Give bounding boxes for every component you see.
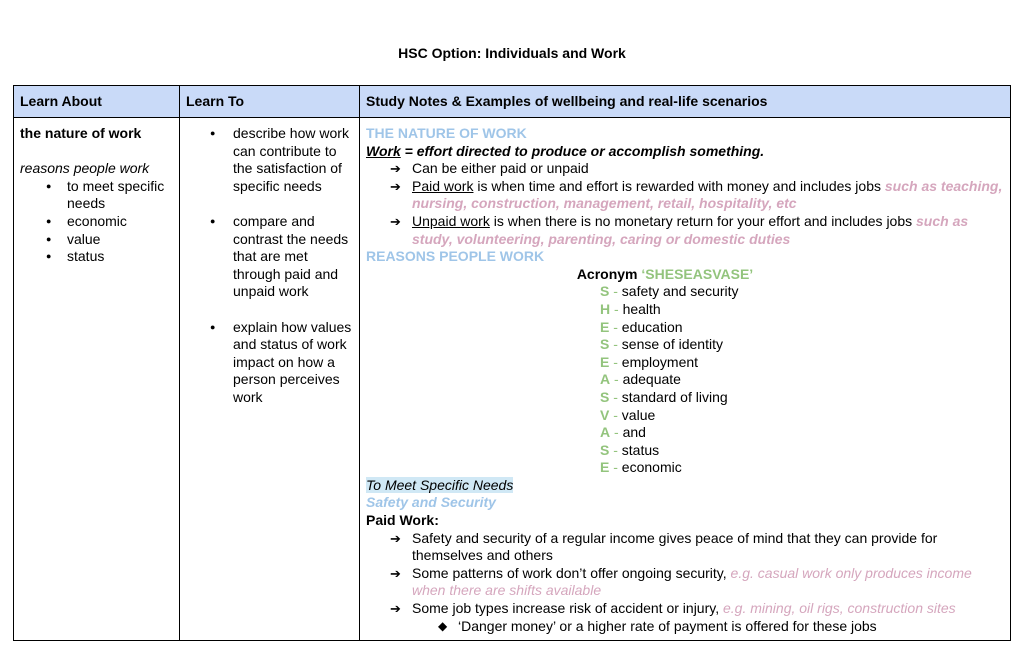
note-point (366, 600, 1004, 618)
note-text: Some job types increase risk of accident or injury, (412, 600, 723, 617)
arrow-icon: ➔ (390, 565, 401, 581)
acronym-item: S - sense of identity (600, 336, 723, 353)
list-item: ● describe how work can contribute to the satisfaction of specific needs (186, 125, 353, 195)
header-row (14, 86, 1011, 118)
note-example: e.g. mining, oil rigs, construction sites (723, 600, 956, 617)
acronym-title: Acronym ‘SHESEASVASE’ (576, 265, 754, 282)
study-notes-cell (360, 118, 1011, 641)
safety-heading: Safety and Security (366, 494, 496, 511)
acronym-item: A - and (600, 424, 646, 441)
paid-work-label: Paid Work: (366, 512, 439, 529)
content-row (14, 118, 1011, 641)
learn-about-cell (14, 118, 180, 641)
note-point (366, 565, 1004, 600)
paid-work-term: Paid work (412, 177, 474, 194)
acronym-item: S - standard of living (600, 388, 728, 405)
list-item: ● value (20, 231, 173, 249)
note-text: is when there is no monetary return for your effort and includes jobs (489, 212, 917, 229)
specific-needs-heading: To Meet Specific Needs (366, 476, 514, 493)
arrow-icon: ➔ (390, 530, 401, 546)
acronym-item: A - adequate (600, 371, 681, 388)
header-learn-to: Learn To (180, 86, 360, 118)
header-learn-about: Learn About (14, 86, 180, 118)
acronym-item: V - value (600, 406, 656, 423)
acronym-word: ‘SHESEASVASE’ (641, 265, 754, 282)
acronym-item: E - economic (600, 459, 682, 476)
list-item: ● to meet specific needs (20, 178, 173, 213)
work-definition (366, 143, 1004, 161)
paid-examples: such as teaching, nursing, construction, management, retail, hospitality, etc (412, 177, 1003, 212)
note-subpoint (366, 618, 1004, 636)
acronym-item: E - employment (600, 353, 699, 370)
header-study-notes: Study Notes & Examples of wellbeing and real-life scenarios (360, 86, 1011, 118)
acronym-item: S - safety and security (600, 283, 739, 300)
learn-to-list (186, 125, 353, 407)
section-heading-reasons: REASONS PEOPLE WORK (366, 248, 545, 265)
unpaid-work-term: Unpaid work (412, 212, 490, 229)
note-point (366, 213, 1004, 248)
note-text: Can be either paid or unpaid (412, 160, 589, 177)
note-text: Some patterns of work don’t offer ongoing security, (412, 564, 731, 581)
unpaid-examples: such as study, volunteering, parenting, caring or domestic duties (412, 212, 969, 247)
arrow-icon: ➔ (390, 601, 401, 617)
note-text: ‘Danger money’ or a higher rate of payment is offered for these jobs (458, 617, 877, 634)
learn-about-heading: the nature of work (20, 125, 142, 141)
note-point (366, 178, 1004, 213)
learn-about-list (20, 178, 173, 266)
note-text: is when time and effort is rewarded with money and includes jobs (473, 177, 885, 194)
work-def: = effort directed to produce or accomplish something. (400, 142, 765, 159)
list-item: ● economic (20, 213, 173, 231)
note-point (366, 160, 1004, 178)
list-item: ● explain how values and status of work impact on how a person perceives work (186, 319, 353, 407)
syllabus-table (13, 85, 1011, 641)
note-point (366, 530, 1004, 565)
diamond-icon: ◆ (438, 618, 448, 633)
acronym-item: H - health (600, 300, 661, 317)
arrow-icon: ➔ (390, 213, 401, 229)
learn-to-cell (180, 118, 360, 641)
learn-about-subheading: reasons people work (20, 160, 150, 177)
list-item: ● status (20, 248, 173, 266)
arrow-icon: ➔ (390, 178, 401, 194)
note-text: Safety and security of a regular income gives peace of mind that they can provide for themselves and others (412, 529, 938, 564)
document-title: HSC Option: Individuals and Work (398, 45, 626, 61)
acronym-list (366, 283, 1004, 477)
acronym-item: E - education (600, 318, 683, 335)
work-term: Work (366, 142, 401, 159)
note-example: e.g. casual work only produces income when there are shifts available (412, 564, 972, 599)
arrow-icon: ➔ (390, 161, 401, 177)
acronym-item: S - status (600, 441, 660, 458)
section-heading-nature: THE NATURE OF WORK (366, 125, 527, 141)
list-item: ● compare and contrast the needs that are met through paid and unpaid work (186, 213, 353, 301)
